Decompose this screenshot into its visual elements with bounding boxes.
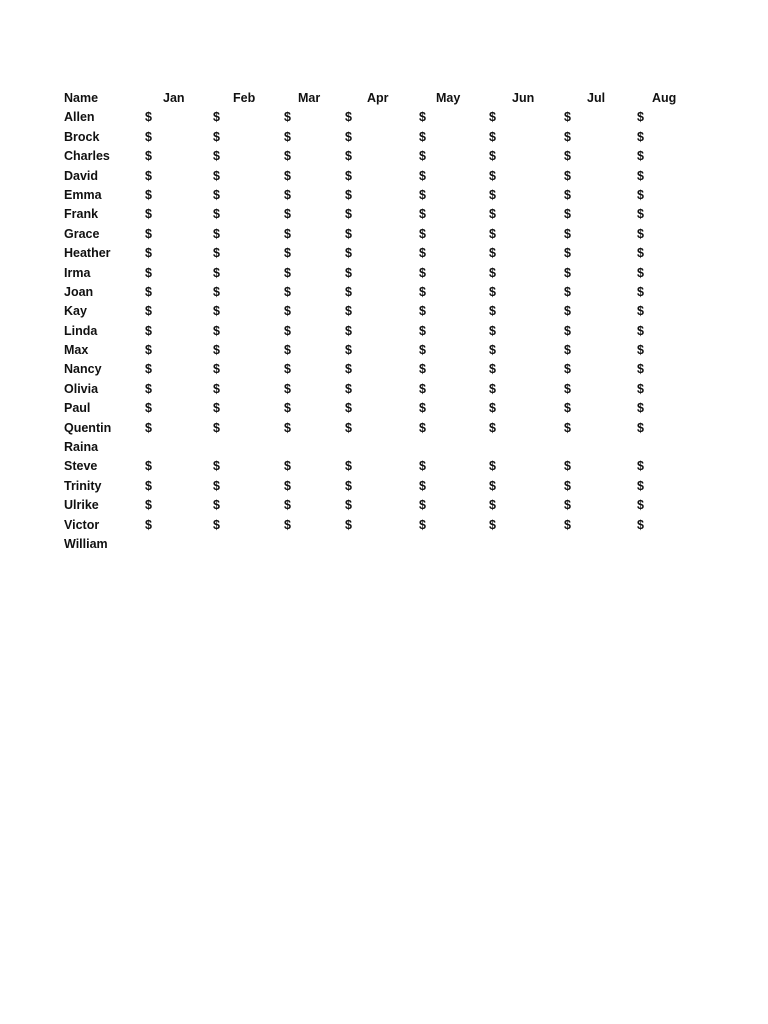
currency-symbol: $	[345, 517, 352, 532]
header-apr: Apr	[367, 91, 389, 105]
currency-symbol: $	[145, 129, 152, 144]
currency-symbol: $	[345, 226, 352, 241]
currency-symbol: $	[564, 110, 571, 125]
currency-symbol: $	[145, 362, 152, 377]
row-name: Linda	[64, 323, 98, 338]
currency-symbol: $	[213, 498, 220, 513]
currency-symbol: $	[419, 246, 426, 261]
currency-symbol: $	[564, 478, 571, 493]
currency-symbol: $	[637, 478, 644, 493]
currency-symbol: $	[419, 149, 426, 164]
currency-symbol: $	[419, 265, 426, 280]
currency-symbol: $	[213, 420, 220, 435]
currency-symbol: $	[489, 420, 496, 435]
currency-symbol: $	[284, 149, 291, 164]
currency-symbol: $	[213, 246, 220, 261]
currency-symbol: $	[145, 265, 152, 280]
currency-symbol: $	[564, 343, 571, 358]
currency-symbol: $	[145, 168, 152, 183]
currency-symbol: $	[419, 459, 426, 474]
currency-symbol: $	[637, 129, 644, 144]
currency-symbol: $	[284, 110, 291, 125]
currency-symbol: $	[213, 304, 220, 319]
currency-symbol: $	[564, 246, 571, 261]
currency-symbol: $	[637, 284, 644, 299]
currency-symbol: $	[419, 304, 426, 319]
currency-symbol: $	[213, 284, 220, 299]
currency-symbol: $	[345, 498, 352, 513]
row-name: David	[64, 168, 99, 183]
currency-symbol: $	[564, 459, 571, 474]
currency-symbol: $	[284, 246, 291, 261]
currency-symbol: $	[564, 129, 571, 144]
currency-symbol: $	[345, 284, 352, 299]
currency-symbol: $	[489, 323, 496, 338]
currency-symbol: $	[637, 517, 644, 532]
currency-symbol: $	[637, 149, 644, 164]
currency-symbol: $	[564, 381, 571, 396]
row-name: Irma	[64, 265, 91, 280]
currency-symbol: $	[213, 187, 220, 202]
currency-symbol: $	[345, 187, 352, 202]
row-name: Heather	[64, 246, 111, 261]
currency-symbol: $	[345, 381, 352, 396]
currency-symbol: $	[419, 498, 426, 513]
currency-symbol: $	[145, 149, 152, 164]
currency-symbol: $	[637, 304, 644, 319]
header-name: Name	[64, 91, 99, 105]
currency-symbol: $	[419, 381, 426, 396]
row-name: Trinity	[64, 478, 102, 493]
currency-symbol: $	[345, 168, 352, 183]
currency-symbol: $	[284, 304, 291, 319]
currency-symbol: $	[284, 343, 291, 358]
currency-symbol: $	[213, 343, 220, 358]
currency-symbol: $	[284, 459, 291, 474]
currency-symbol: $	[419, 284, 426, 299]
currency-symbol: $	[637, 420, 644, 435]
currency-symbol: $	[489, 168, 496, 183]
row-name: Joan	[64, 284, 94, 299]
currency-symbol: $	[637, 343, 644, 358]
currency-symbol: $	[489, 129, 496, 144]
currency-symbol: $	[145, 226, 152, 241]
currency-symbol: $	[145, 323, 152, 338]
currency-symbol: $	[284, 168, 291, 183]
currency-symbol: $	[564, 284, 571, 299]
currency-symbol: $	[489, 459, 496, 474]
row-name: Charles	[64, 149, 110, 164]
currency-symbol: $	[213, 168, 220, 183]
row-name: Quentin	[64, 420, 112, 435]
header-may: May	[436, 91, 461, 105]
currency-symbol: $	[564, 498, 571, 513]
currency-symbol: $	[419, 401, 426, 416]
currency-symbol: $	[564, 323, 571, 338]
currency-symbol: $	[637, 265, 644, 280]
currency-symbol: $	[419, 168, 426, 183]
currency-symbol: $	[145, 498, 152, 513]
currency-symbol: $	[284, 381, 291, 396]
currency-symbol: $	[345, 129, 352, 144]
currency-symbol: $	[145, 207, 152, 222]
currency-symbol: $	[489, 284, 496, 299]
currency-symbol: $	[284, 362, 291, 377]
currency-symbol: $	[564, 207, 571, 222]
currency-symbol: $	[419, 362, 426, 377]
currency-symbol: $	[637, 187, 644, 202]
currency-symbol: $	[284, 498, 291, 513]
currency-symbol: $	[637, 168, 644, 183]
currency-symbol: $	[564, 187, 571, 202]
currency-symbol: $	[489, 207, 496, 222]
row-name: Emma	[64, 187, 102, 202]
currency-symbol: $	[489, 343, 496, 358]
header-jun: Jun	[512, 91, 535, 105]
currency-symbol: $	[213, 265, 220, 280]
currency-symbol: $	[564, 168, 571, 183]
currency-symbol: $	[213, 129, 220, 144]
row-name: Nancy	[64, 362, 102, 377]
currency-symbol: $	[213, 110, 220, 125]
currency-symbol: $	[345, 343, 352, 358]
currency-symbol: $	[637, 323, 644, 338]
currency-symbol: $	[637, 246, 644, 261]
currency-symbol: $	[145, 478, 152, 493]
currency-symbol: $	[284, 265, 291, 280]
currency-symbol: $	[564, 401, 571, 416]
currency-symbol: $	[489, 381, 496, 396]
currency-symbol: $	[637, 110, 644, 125]
currency-symbol: $	[284, 187, 291, 202]
currency-symbol: $	[345, 304, 352, 319]
currency-symbol: $	[489, 265, 496, 280]
currency-symbol: $	[419, 129, 426, 144]
currency-symbol: $	[213, 459, 220, 474]
currency-symbol: $	[345, 149, 352, 164]
currency-symbol: $	[145, 459, 152, 474]
currency-symbol: $	[345, 110, 352, 125]
currency-symbol: $	[419, 343, 426, 358]
currency-symbol: $	[284, 284, 291, 299]
currency-symbol: $	[213, 478, 220, 493]
row-name: Kay	[64, 304, 87, 319]
row-name: Paul	[64, 401, 91, 416]
row-name: Max	[64, 343, 89, 358]
currency-symbol: $	[145, 343, 152, 358]
currency-symbol: $	[564, 149, 571, 164]
currency-symbol: $	[213, 149, 220, 164]
currency-symbol: $	[345, 265, 352, 280]
currency-symbol: $	[145, 517, 152, 532]
row-name: Steve	[64, 459, 98, 474]
currency-symbol: $	[489, 362, 496, 377]
currency-symbol: $	[637, 381, 644, 396]
currency-symbol: $	[419, 478, 426, 493]
row-name: Frank	[64, 207, 99, 222]
currency-symbol: $	[564, 420, 571, 435]
currency-symbol: $	[637, 401, 644, 416]
currency-symbol: $	[419, 187, 426, 202]
currency-symbol: $	[213, 362, 220, 377]
currency-symbol: $	[489, 226, 496, 241]
header-jul: Jul	[587, 91, 606, 105]
currency-symbol: $	[145, 420, 152, 435]
currency-symbol: $	[419, 323, 426, 338]
currency-symbol: $	[284, 401, 291, 416]
currency-symbol: $	[489, 478, 496, 493]
row-name: Brock	[64, 129, 100, 144]
currency-symbol: $	[284, 207, 291, 222]
header-feb: Feb	[233, 91, 256, 105]
currency-symbol: $	[345, 246, 352, 261]
header-jan: Jan	[163, 91, 185, 105]
header-aug: Aug	[652, 91, 677, 105]
currency-symbol: $	[345, 459, 352, 474]
currency-symbol: $	[564, 362, 571, 377]
currency-symbol: $	[213, 323, 220, 338]
currency-symbol: $	[345, 420, 352, 435]
currency-symbol: $	[489, 246, 496, 261]
currency-symbol: $	[637, 207, 644, 222]
currency-symbol: $	[489, 187, 496, 202]
currency-symbol: $	[145, 187, 152, 202]
currency-symbol: $	[345, 362, 352, 377]
currency-symbol: $	[345, 478, 352, 493]
currency-symbol: $	[213, 207, 220, 222]
row-name: Victor	[64, 517, 100, 532]
currency-symbol: $	[213, 401, 220, 416]
currency-symbol: $	[145, 110, 152, 125]
currency-symbol: $	[419, 517, 426, 532]
currency-symbol: $	[345, 401, 352, 416]
currency-symbol: $	[489, 110, 496, 125]
currency-symbol: $	[145, 284, 152, 299]
currency-symbol: $	[489, 149, 496, 164]
currency-symbol: $	[564, 265, 571, 280]
currency-symbol: $	[419, 207, 426, 222]
currency-symbol: $	[637, 498, 644, 513]
currency-symbol: $	[145, 401, 152, 416]
currency-symbol: $	[489, 517, 496, 532]
currency-symbol: $	[145, 246, 152, 261]
currency-symbol: $	[489, 304, 496, 319]
currency-symbol: $	[637, 459, 644, 474]
currency-symbol: $	[564, 517, 571, 532]
currency-symbol: $	[419, 110, 426, 125]
currency-symbol: $	[637, 362, 644, 377]
currency-symbol: $	[489, 498, 496, 513]
row-name: Allen	[64, 110, 95, 125]
currency-symbol: $	[489, 401, 496, 416]
currency-symbol: $	[284, 478, 291, 493]
currency-symbol: $	[145, 381, 152, 396]
currency-symbol: $	[637, 226, 644, 241]
row-name: William	[64, 536, 108, 551]
currency-symbol: $	[284, 129, 291, 144]
currency-symbol: $	[213, 517, 220, 532]
row-name: Grace	[64, 226, 100, 241]
currency-symbol: $	[284, 420, 291, 435]
currency-symbol: $	[213, 226, 220, 241]
currency-symbol: $	[284, 323, 291, 338]
currency-symbol: $	[345, 323, 352, 338]
currency-symbol: $	[284, 517, 291, 532]
row-name: Raina	[64, 440, 99, 455]
currency-symbol: $	[284, 226, 291, 241]
currency-symbol: $	[145, 304, 152, 319]
header-mar: Mar	[298, 91, 321, 105]
currency-symbol: $	[345, 207, 352, 222]
row-name: Olivia	[64, 381, 99, 396]
currency-symbol: $	[564, 304, 571, 319]
row-name: Ulrike	[64, 498, 99, 513]
currency-symbol: $	[213, 381, 220, 396]
currency-symbol: $	[564, 226, 571, 241]
currency-symbol: $	[419, 226, 426, 241]
currency-symbol: $	[419, 420, 426, 435]
